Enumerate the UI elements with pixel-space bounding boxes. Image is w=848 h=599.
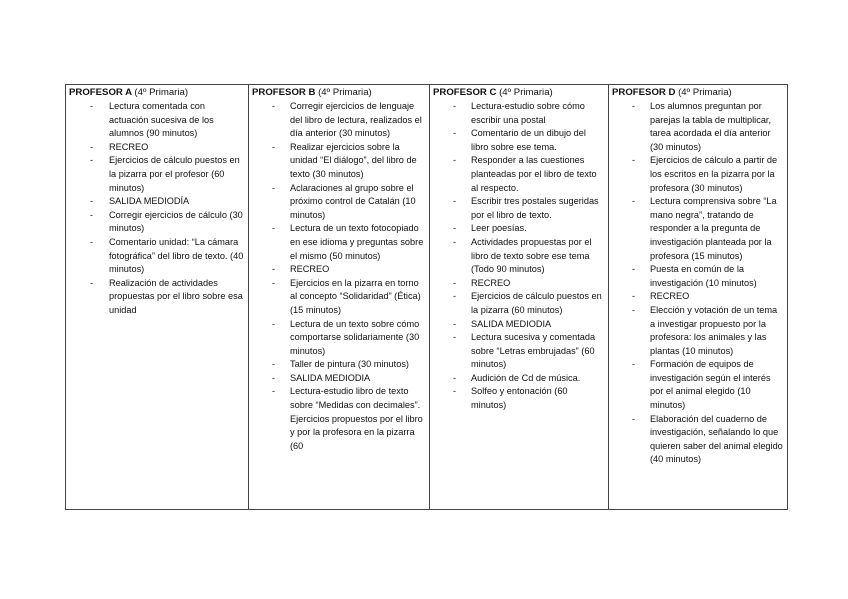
list-item: - SALIDA MEDIODÍA xyxy=(69,195,245,209)
column-grade: (4º Primaria) xyxy=(678,87,732,98)
list-item: - Responder a las cuestiones planteadas por el libro de texto al respecto. xyxy=(433,154,605,195)
list-item: - Puesta en común de la investigación (10 minutos) xyxy=(612,263,784,290)
list-item: - Ejercicios de cálculo a partir de los escritos en la pizarra por la profesora (30 minutos) xyxy=(612,154,784,195)
list-item: - Lectura-estudio libro de texto sobre “Medidas con decimales”. Ejercicios propuestos por el libro y por la profesora en la pizarra (60 xyxy=(252,385,426,453)
column-profesor-b xyxy=(249,85,430,510)
list-item: - Taller de pintura (30 minutos) xyxy=(252,358,426,372)
list-item: - Realizar ejercicios sobre la unidad “El diálogo”, del libro de texto (30 minutos) xyxy=(252,141,426,182)
column-header xyxy=(612,87,784,99)
activity-list xyxy=(612,100,784,467)
list-item: - Elección y votación de un tema a investigar propuesto por la profesora: los animales y las plantas (10 minutos) xyxy=(612,304,784,358)
list-item: - Solfeo y entonación (60 minutos) xyxy=(433,385,605,412)
activity-list xyxy=(69,100,245,318)
list-item: - Comentario unidad: “La cámara fotográfica” del libro de texto. (40 minutos) xyxy=(69,236,245,277)
table-row xyxy=(66,85,788,510)
list-item: - Elaboración del cuaderno de investigación, señalando lo que quieren saber del animal elegido (40 minutos) xyxy=(612,413,784,467)
activity-list xyxy=(433,100,605,413)
column-title: PROFESOR A xyxy=(69,87,132,98)
list-item: - Audición de Cd de música. xyxy=(433,372,605,386)
list-item: - Lectura comprensiva sobre “La mano negra”, tratando de responder a la pregunta de investigación planteada por la profesora (15 minutos) xyxy=(612,195,784,263)
list-item: - RECREO xyxy=(252,263,426,277)
activity-list xyxy=(252,100,426,453)
column-grade: (4º Primaria) xyxy=(499,87,553,98)
list-item: - Lectura de un texto sobre cómo comportarse solidariamente (30 minutos) xyxy=(252,318,426,359)
list-item: - Ejercicios en la pizarra en torno al concepto “Solidaridad” (Ética) (15 minutos) xyxy=(252,277,426,318)
list-item: - Lectura-estudio sobre cómo escribir una postal xyxy=(433,100,605,127)
list-item: - Corregir ejercicios de cálculo (30 minutos) xyxy=(69,209,245,236)
list-item: - Ejercicios de cálculo puestos en la pizarra (60 minutos) xyxy=(433,290,605,317)
list-item: - Lectura comentada con actuación sucesiva de los alumnos (90 minutos) xyxy=(69,100,245,141)
column-header xyxy=(69,87,245,99)
column-grade: (4º Primaria) xyxy=(318,87,372,98)
list-item: - Formación de equipos de investigación según el interés por el animal elegido (10 minutos) xyxy=(612,358,784,412)
list-item: - SALIDA MEDIODIA xyxy=(433,318,605,332)
list-item: - Leer poesías. xyxy=(433,222,605,236)
list-item: - Realización de actividades propuestas por el libro sobre esa unidad xyxy=(69,277,245,318)
column-profesor-c xyxy=(430,85,609,510)
list-item: - RECREO xyxy=(69,141,245,155)
column-header xyxy=(252,87,426,99)
column-profesor-a xyxy=(66,85,249,510)
list-item: - Ejercicios de cálculo puestos en la pizarra por el profesor (60 minutos) xyxy=(69,154,245,195)
list-item: - RECREO xyxy=(612,290,784,304)
column-header xyxy=(433,87,605,99)
column-title: PROFESOR D xyxy=(612,87,676,98)
list-item: - SALIDA MEDIODIA xyxy=(252,372,426,386)
list-item: - Lectura sucesiva y comentada sobre “Letras embrujadas” (60 minutos) xyxy=(433,331,605,372)
list-item: - Escribir tres postales sugeridas por el libro de texto. xyxy=(433,195,605,222)
column-title: PROFESOR C xyxy=(433,87,497,98)
schedule-table xyxy=(65,84,788,510)
column-body xyxy=(252,100,426,506)
column-grade: (4º Primaria) xyxy=(134,87,189,98)
column-profesor-d xyxy=(609,85,788,510)
list-item: - Comentario de un dibujo del libro sobre ese tema. xyxy=(433,127,605,154)
list-item: - Lectura de un texto fotocopiado en ese idioma y preguntas sobre el mismo (50 minutos) xyxy=(252,222,426,263)
list-item: - Actividades propuestas por el libro de texto sobre ese tema xyxy=(433,236,605,263)
list-item: - RECREO xyxy=(433,277,605,291)
list-item: - Aclaraciones al grupo sobre el próximo control de Catalán (10 minutos) xyxy=(252,182,426,223)
list-note: (Todo 90 minutos) xyxy=(471,264,545,275)
list-item: - Los alumnos preguntan por parejas la tabla de multiplicar, tarea acordada el día anterior (30 minutos) xyxy=(612,100,784,154)
list-item: - Corregir ejercicios de lenguaje del libro de lectura, realizados el día anterior (30 minutos) xyxy=(252,100,426,141)
column-title: PROFESOR B xyxy=(252,87,316,98)
